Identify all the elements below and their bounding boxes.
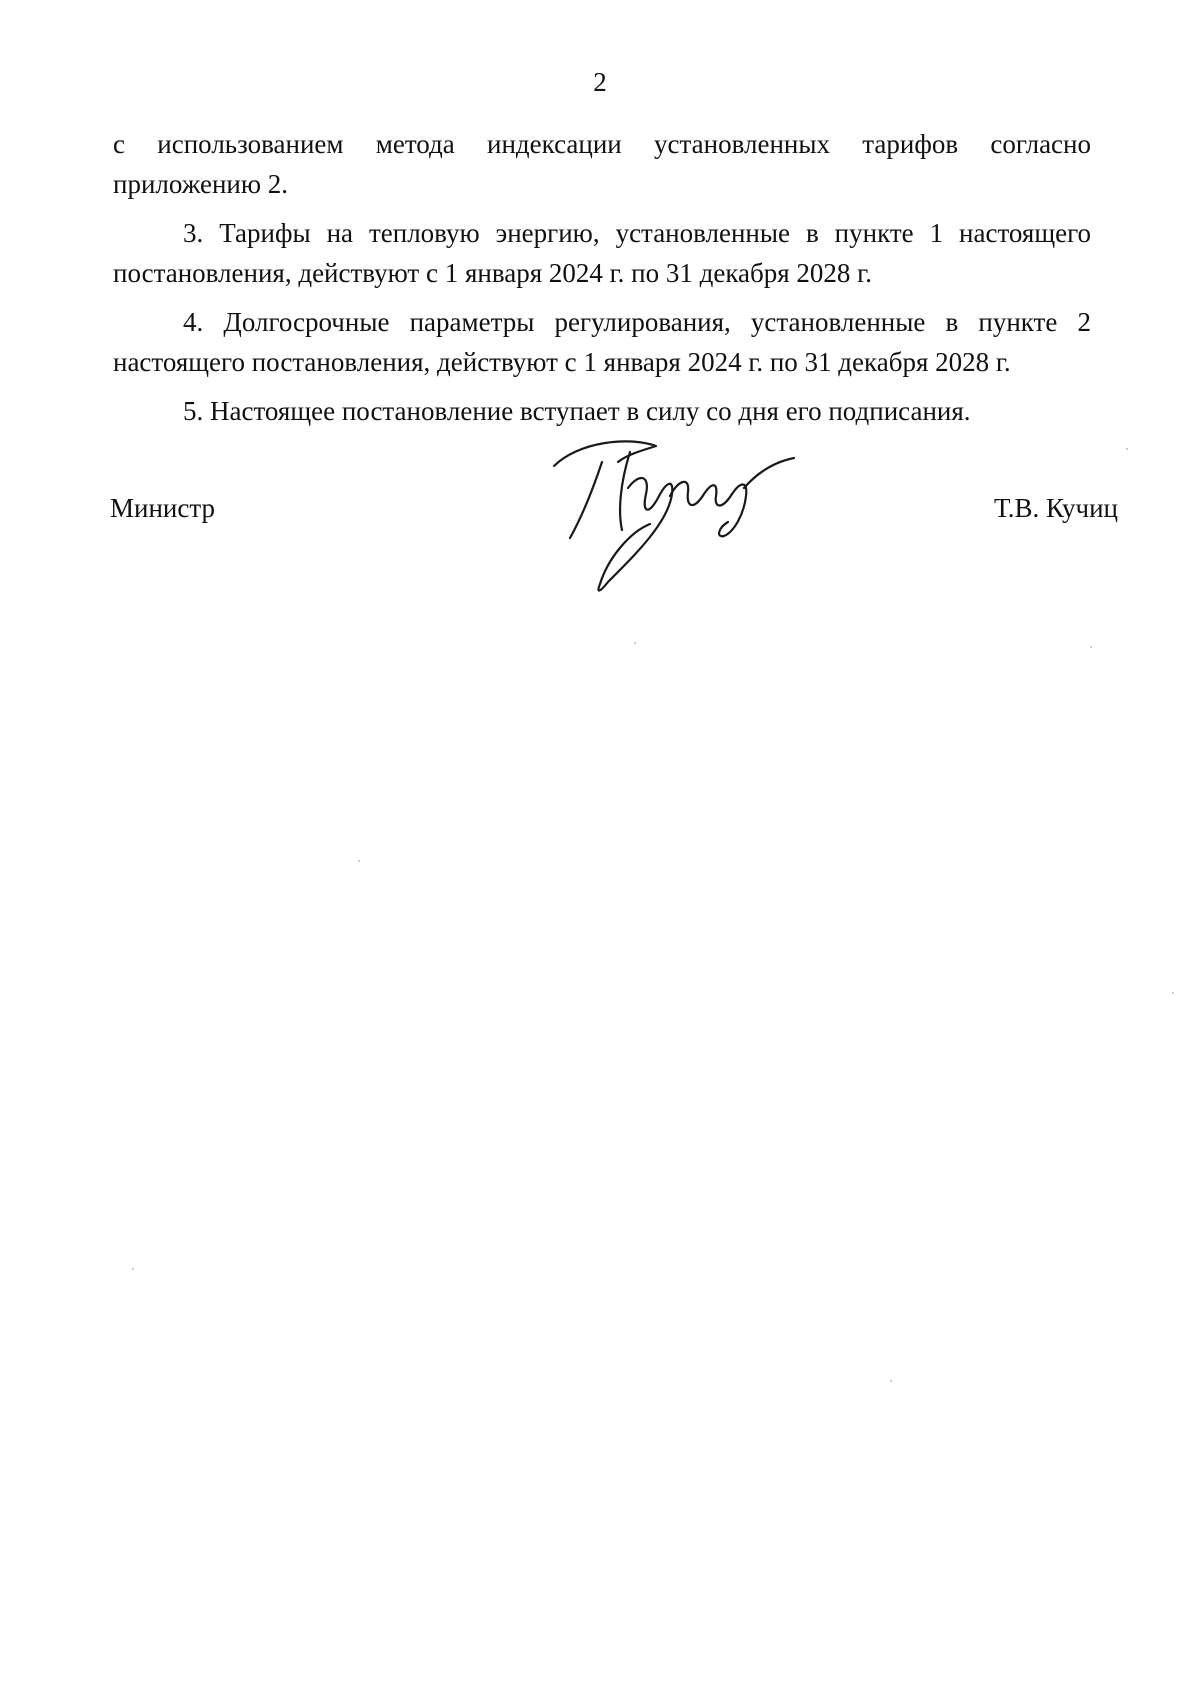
paragraph-4: 4. Долгосрочные параметры регулирования, установленные в пункте 2 настоящего постановления, действуют с 1 января 2024 г. по 31 декабря 2028 г. (113, 307, 1091, 377)
paragraph-continuation: с использованием метода индексации установленных тарифов согласно приложению 2. (113, 129, 1091, 199)
scan-speck (634, 642, 636, 644)
document-body (113, 124, 1091, 431)
page-number: 2 (593, 67, 607, 97)
scan-speck (890, 1380, 892, 1382)
scan-speck (1126, 448, 1128, 450)
scan-speck (1172, 992, 1174, 994)
scan-speck (132, 1268, 134, 1270)
handwritten-signature (548, 432, 808, 602)
paragraph-3: 3. Тарифы на тепловую энергию, установленные в пункте 1 настоящего постановления, действуют с 1 января 2024 г. по 31 декабря 2028 г. (113, 218, 1091, 288)
scan-speck (1090, 646, 1092, 648)
signatory-name: Т.В. Кучиц (993, 493, 1118, 523)
signatory-position: Министр (110, 493, 215, 523)
scan-speck (358, 860, 360, 862)
paragraph-5: 5. Настоящее постановление вступает в силу со дня его подписания. (183, 396, 971, 426)
